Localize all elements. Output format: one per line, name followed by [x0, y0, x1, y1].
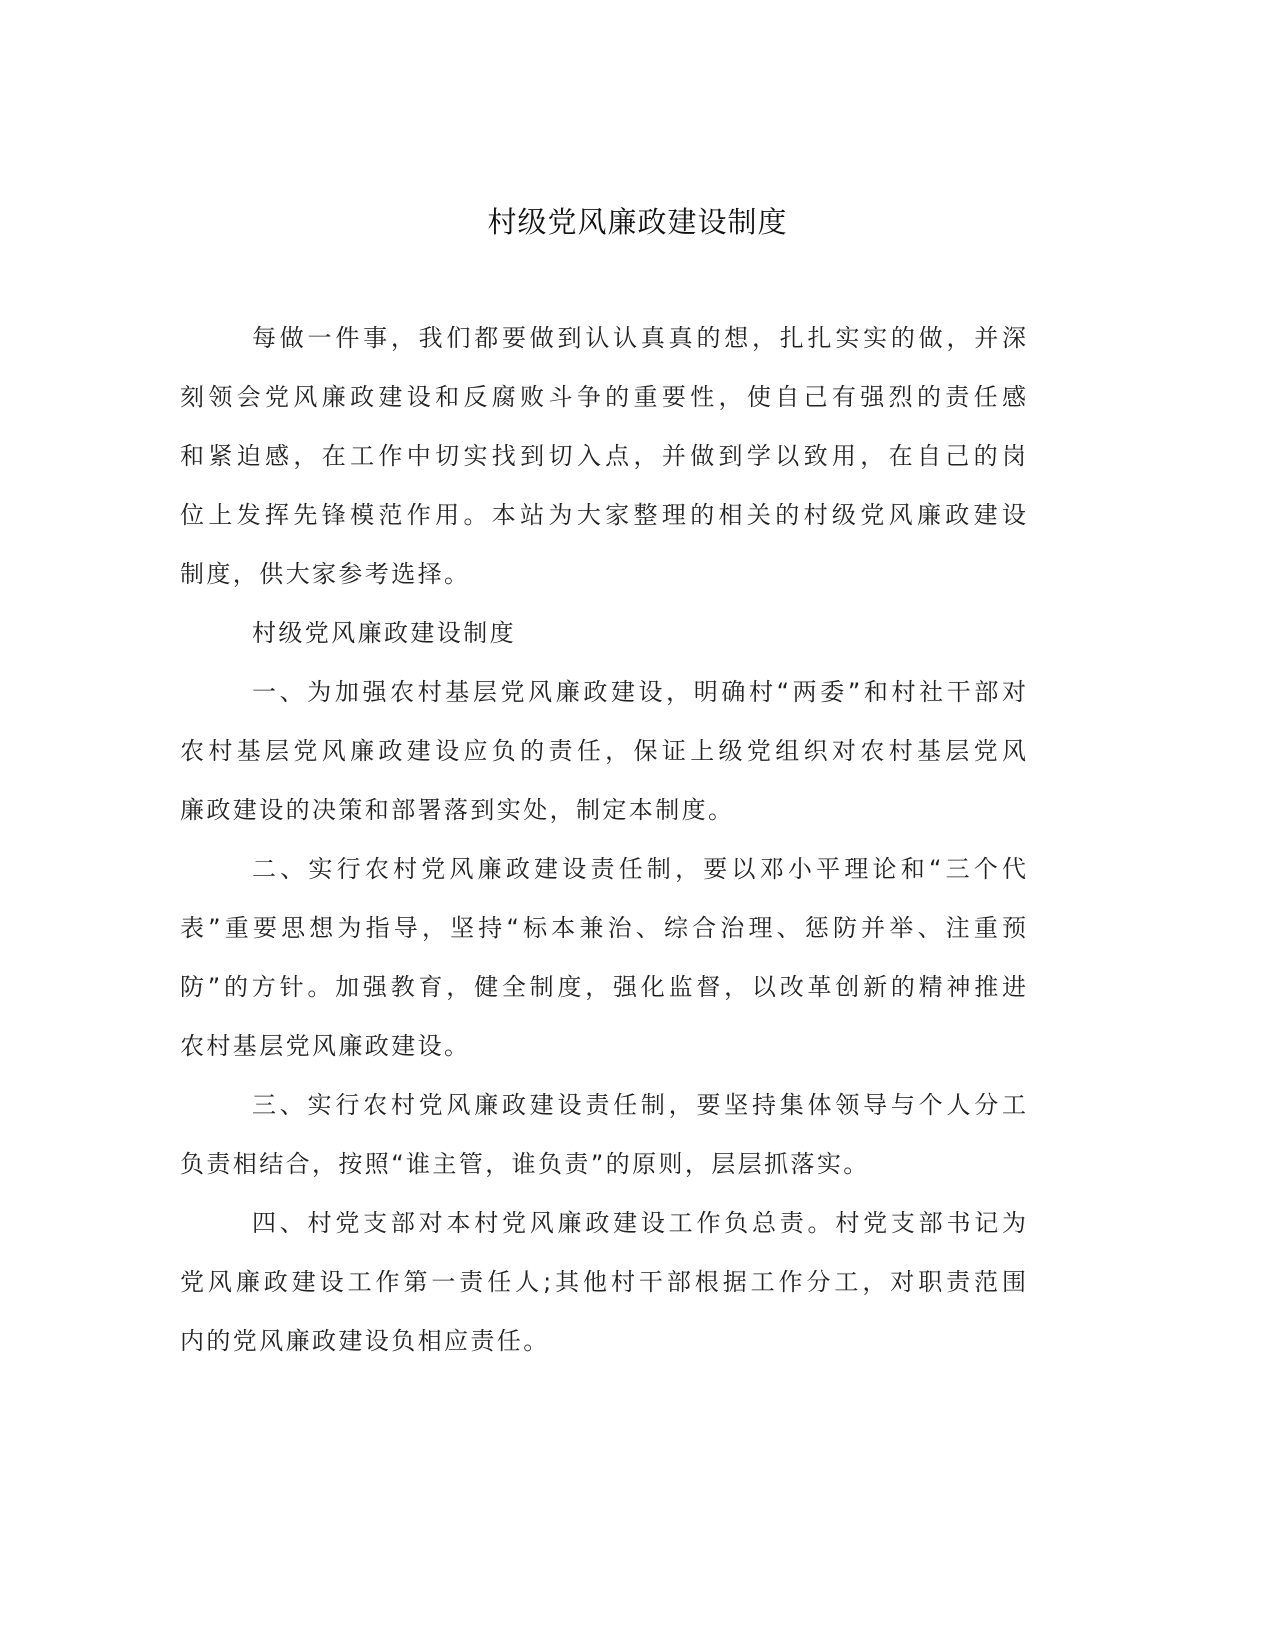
paragraph-line: 党风廉政建设工作第一责任人;其他村干部根据工作分工，对职责范围 — [180, 1268, 1026, 1296]
paragraph — [180, 611, 1026, 670]
paragraph-line: 四、村党支部对本村党风廉政建设工作负总责。村党支部书记为 — [252, 1209, 1026, 1237]
paragraph-line: 农村基层党风廉政建设。 — [180, 1032, 471, 1060]
paragraph-line: 内的党风廉政建设负相应责任。 — [180, 1327, 550, 1355]
paragraph — [180, 316, 1026, 611]
paragraph-line: 廉政建设的决策和部署落到实处，制定本制度。 — [180, 796, 735, 824]
document-title: 村级党风廉政建设制度 — [487, 205, 788, 239]
paragraph-line: 和紧迫感，在工作中切实找到切入点，并做到学以致用，在自己的岗 — [180, 442, 1026, 470]
paragraph — [180, 1201, 1026, 1378]
paragraph-line: 负责相结合，按照“谁主管，谁负责”的原则，层层抓落实。 — [180, 1150, 870, 1178]
paragraph-line: 防”的方针。加强教育，健全制度，强化监督，以改革创新的精神推进 — [180, 973, 1026, 1001]
paragraph-line: 一、为加强农村基层党风廉政建设，明确村“两委”和村社干部对 — [252, 678, 1026, 706]
paragraph-line: 三、实行农村党风廉政建设责任制，要坚持集体领导与个人分工 — [252, 1091, 1026, 1119]
paragraph-line: 刻领会党风廉政建设和反腐败斗争的重要性，使自己有强烈的责任感 — [180, 383, 1026, 411]
paragraph-line: 村级党风廉政建设制度 — [252, 619, 516, 647]
paragraph-line: 制度，供大家参考选择。 — [180, 560, 471, 588]
paragraph-line: 二、实行农村党风廉政建设责任制，要以邓小平理论和“三个代 — [252, 855, 1026, 883]
paragraph — [180, 1083, 1026, 1201]
paragraph-line: 每做一件事，我们都要做到认认真真的想，扎扎实实的做，并深 — [252, 324, 1026, 352]
paragraph-line: 表”重要思想为指导，坚持“标本兼治、综合治理、惩防并举、注重预 — [180, 914, 1026, 942]
paragraph-line: 农村基层党风廉政建设应负的责任，保证上级党组织对农村基层党风 — [180, 737, 1026, 765]
paragraph — [180, 847, 1026, 1083]
document-body — [180, 316, 1026, 1378]
paragraph-line: 位上发挥先锋模范作用。本站为大家整理的相关的村级党风廉政建设 — [180, 501, 1026, 529]
paragraph — [180, 670, 1026, 847]
